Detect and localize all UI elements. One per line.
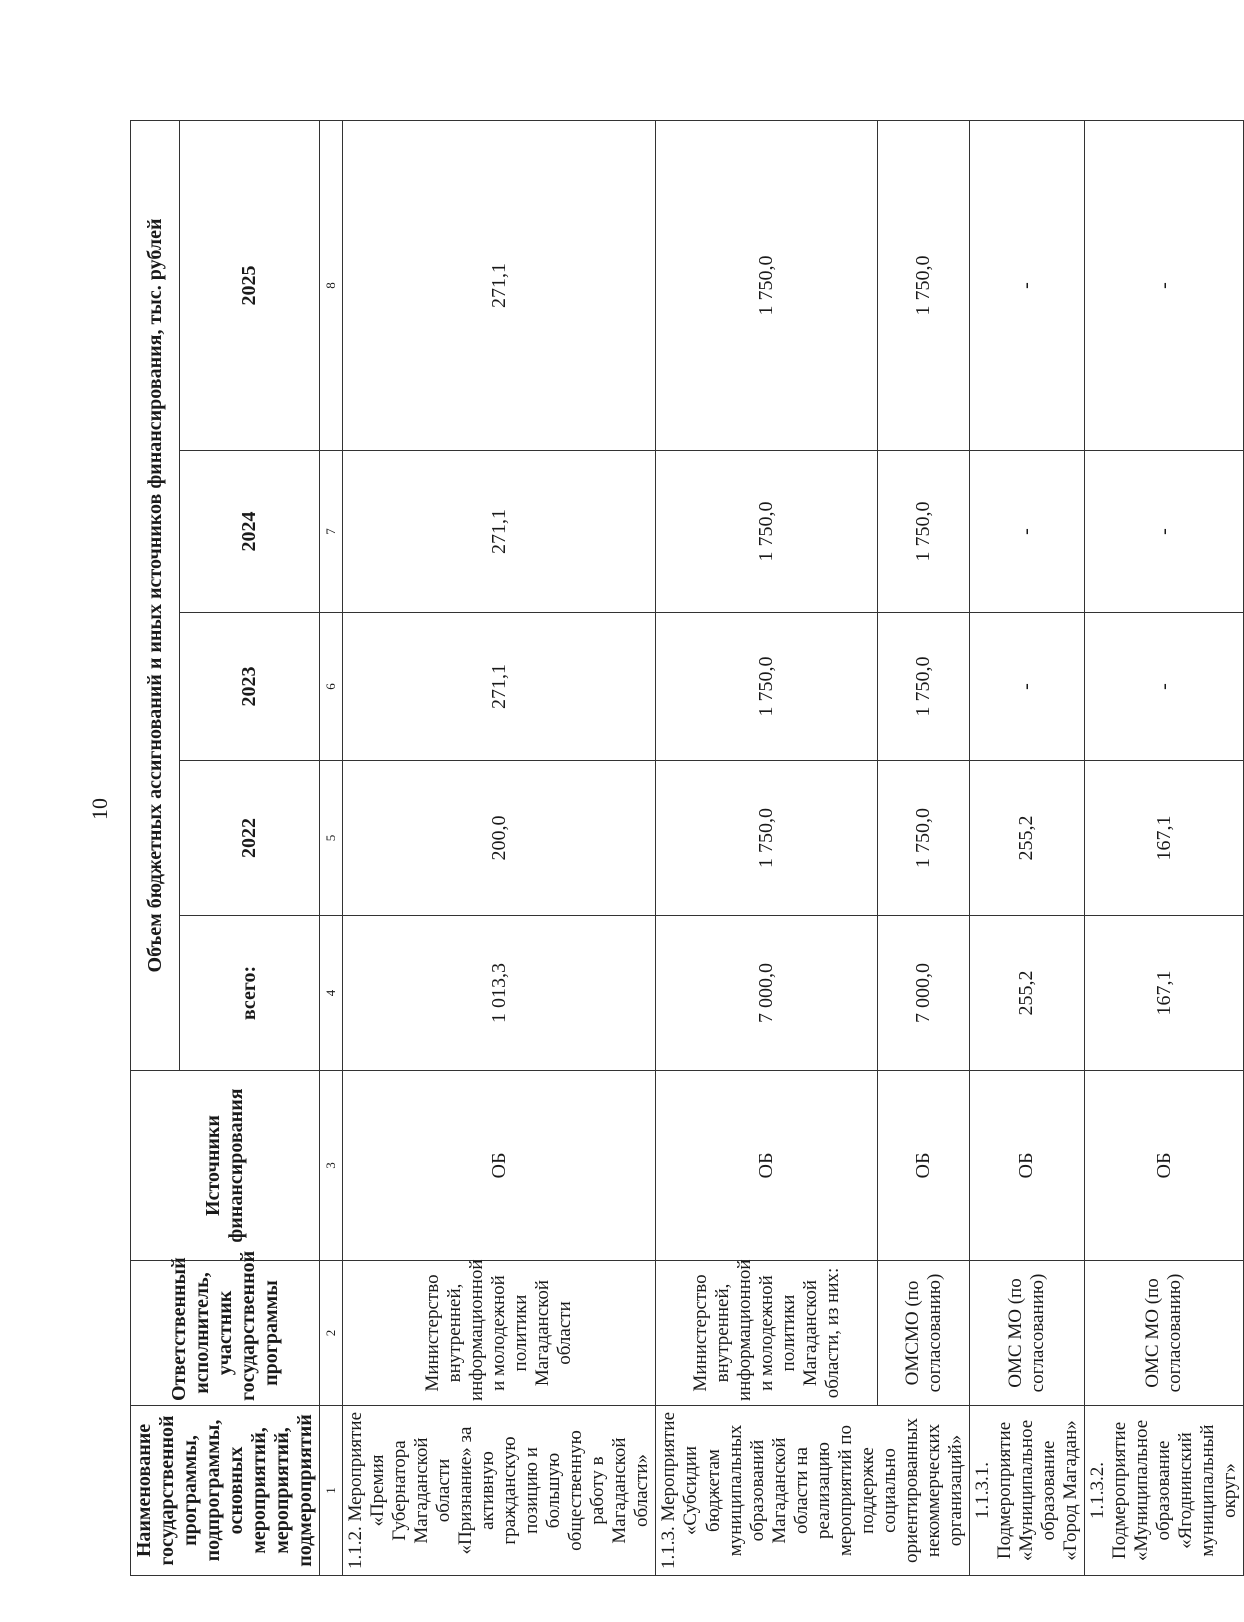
col-index-1: 1 — [320, 1406, 343, 1576]
row-2022: 1 750,0 — [878, 761, 969, 916]
header-volume: Объем бюджетных ассигнований и иных источников финансирования, тыс. рублей — [131, 121, 180, 1071]
row-2024: - — [969, 451, 1084, 613]
col-index-7: 7 — [320, 451, 343, 613]
row-2024: 1 750,0 — [878, 451, 969, 613]
row-2025: 1 750,0 — [878, 121, 969, 451]
row-2023: 1 750,0 — [656, 613, 878, 761]
col-index-5: 5 — [320, 761, 343, 916]
row-2022: 200,0 — [343, 761, 656, 916]
row-2024: 271,1 — [343, 451, 656, 613]
table-row — [878, 121, 969, 1576]
row-2022: 1 750,0 — [656, 761, 878, 916]
row-name: 1.1.3.1. Подмероприятие «Муниципальное образование «Город Магадан» — [969, 1406, 1084, 1576]
row-2022: 255,2 — [969, 761, 1084, 916]
row-2025: - — [1085, 121, 1244, 451]
row-2022: 167,1 — [1085, 761, 1244, 916]
header-year-2022: 2022 — [180, 761, 320, 916]
budget-table — [130, 120, 1244, 1576]
row-total: 1 013,3 — [343, 916, 656, 1071]
header-name: Наименование государственной программы, подпрограммы, основных мероприятий, мероприятий, подмероприятий — [131, 1406, 320, 1576]
col-index-8: 8 — [320, 121, 343, 451]
col-index-4: 4 — [320, 916, 343, 1071]
row-executor: Министерство внутренней, информационной и молодежной политики Магаданской области — [343, 1261, 656, 1406]
row-2024: 1 750,0 — [656, 451, 878, 613]
row-2023: 271,1 — [343, 613, 656, 761]
table-row — [969, 121, 1084, 1576]
row-source: ОБ — [343, 1071, 656, 1261]
header-executor: Ответственный исполнитель, участник государственной программы — [131, 1261, 320, 1406]
row-name: 1.1.3.2. Подмероприятие «Муниципальное образование «Ягоднинский муниципальный округ» — [1085, 1406, 1244, 1576]
row-2025: 271,1 — [343, 121, 656, 451]
row-2023: - — [1085, 613, 1244, 761]
row-source: ОБ — [969, 1071, 1084, 1261]
table-row — [1085, 121, 1244, 1576]
table-row — [656, 121, 878, 1576]
row-source: ОБ — [1085, 1071, 1244, 1261]
row-source: ОБ — [878, 1071, 969, 1261]
row-name: 1.1.2. Мероприятие «Премия Губернатора Магаданской области «Признание» за активную гражданскую позицию и большую общественную работу в Магаданской области» — [343, 1406, 656, 1576]
header-year-2025: 2025 — [180, 121, 320, 451]
page-number: 10 — [87, 798, 112, 820]
row-executor: ОМСМО (по согласованию) — [878, 1261, 969, 1406]
row-2024: - — [1085, 451, 1244, 613]
col-index-6: 6 — [320, 613, 343, 761]
row-2023: - — [969, 613, 1084, 761]
row-2025: - — [969, 121, 1084, 451]
budget-table-rotated — [130, 121, 1241, 1576]
row-total: 255,2 — [969, 916, 1084, 1071]
header-year-2024: 2024 — [180, 451, 320, 613]
header-year-2023: 2023 — [180, 613, 320, 761]
row-executor: ОМС МО (по согласованию) — [969, 1261, 1084, 1406]
table-row — [343, 121, 656, 1576]
row-executor: ОМС МО (по согласованию) — [1085, 1261, 1244, 1406]
row-total: 7 000,0 — [878, 916, 969, 1071]
row-executor: Министерство внутренней, информационной и молодежной политики Магаданской области, из них: — [656, 1261, 878, 1406]
row-2025: 1 750,0 — [656, 121, 878, 451]
col-index-2: 2 — [320, 1261, 343, 1406]
header-sources: Источники финансирования — [131, 1071, 320, 1261]
row-name: 1.1.3. Мероприятие «Субсидии бюджетам муниципальных образований Магаданской области на реализацию мероприятий по поддержке социально ориентированных некоммерческих организаций» — [656, 1406, 969, 1576]
row-2023: 1 750,0 — [878, 613, 969, 761]
header-total: всего: — [180, 916, 320, 1071]
row-source: ОБ — [656, 1071, 878, 1261]
col-index-3: 3 — [320, 1071, 343, 1261]
row-total: 167,1 — [1085, 916, 1244, 1071]
row-total: 7 000,0 — [656, 916, 878, 1071]
